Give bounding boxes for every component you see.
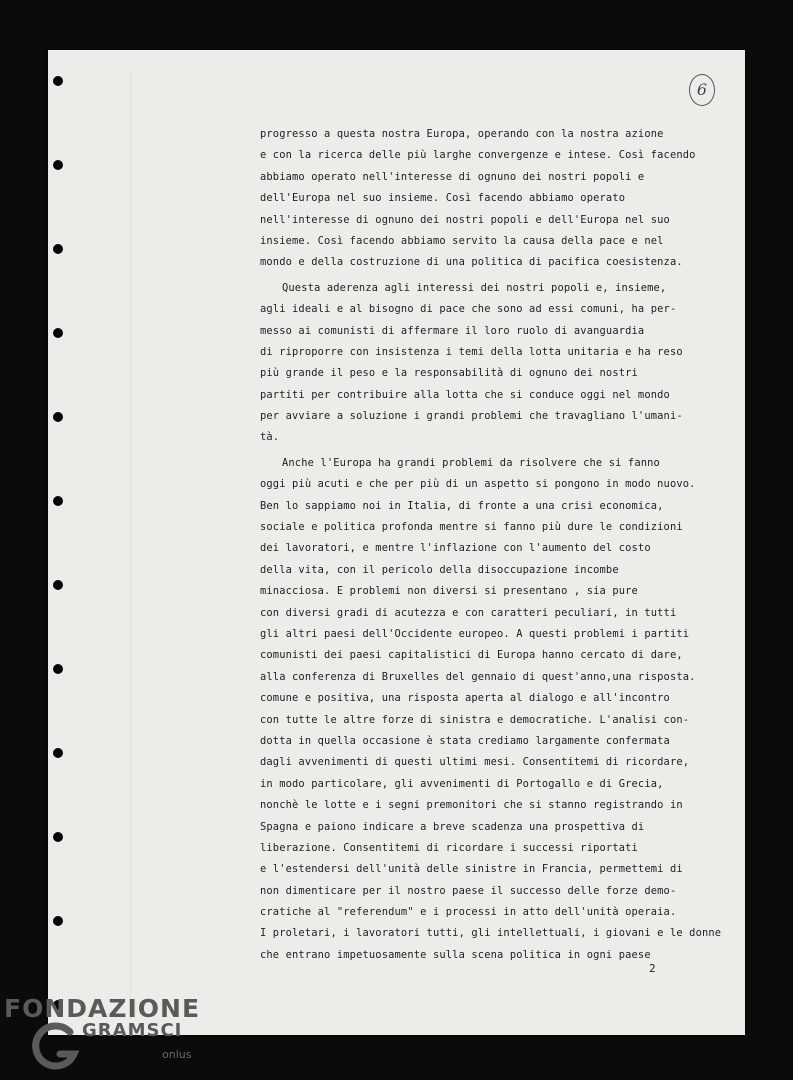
punch-hole (53, 496, 63, 506)
text-line: dei lavoratori, e mentre l'inflazione con l'aumento del costo (260, 542, 651, 555)
watermark-line-3: onlus (162, 1048, 192, 1061)
text-line: della vita, con il pericolo della disoccupazione incombe (260, 563, 619, 576)
text-line: più grande il peso e la responsabilità di ognuno dei nostri (260, 367, 638, 380)
text-line: progresso a questa nostra Europa, operando con la nostra azione (260, 128, 664, 140)
text-line: sociale e politica profonda mentre si fanno più dure le condizioni (260, 521, 683, 534)
typewritten-text (260, 124, 722, 966)
text-line: comune e positiva, una risposta aperta al dialogo e all'incontro (260, 692, 670, 705)
text-line: I proletari, i lavoratori tutti, gli intellettuali, i giovani e le donne (260, 927, 722, 940)
text-line: partiti per contribuire alla lotta che si conduce oggi nel mondo (260, 388, 670, 401)
text-line: tà. (260, 431, 280, 444)
document-page (48, 50, 745, 1035)
text-line: che entrano impetuosamente sulla scena politica in ogni paese (260, 948, 651, 961)
text-line: nonchè le lotte e i segni premonitori che si stanno registrando in (260, 799, 683, 812)
text-line: con tutte le altre forze di sinistra e democratiche. L'analisi con- (260, 713, 690, 726)
text-line: cratiche al "referendum" e i processi in atto dell'unità operaia. (260, 906, 677, 919)
punch-hole (53, 748, 63, 758)
text-line: e con la ricerca delle più larghe convergenze e intese. Così facendo (260, 149, 696, 162)
text-line: mondo e della costruzione di una politica di pacifica coesistenza. (260, 256, 683, 269)
text-line: Ben lo sappiamo noi in Italia, di fronte a una crisi economica, (260, 499, 664, 512)
text-line: oggi più acuti e che per più di un aspetto si pongono in modo nuovo. (260, 478, 696, 491)
punch-hole (53, 244, 63, 254)
punch-hole (53, 664, 63, 674)
text-line: dell'Europa nel suo insieme. Così facendo abbiamo operato (260, 192, 626, 205)
text-line: Questa aderenza agli interessi dei nostri popoli e, insieme, (282, 281, 667, 294)
text-line: comunisti dei paesi capitalistici di Europa hanno cercato di dare, (260, 649, 683, 662)
punch-hole (53, 328, 63, 338)
text-line: nell'interesse di ognuno dei nostri popoli e dell'Europa nel suo (260, 213, 670, 226)
punch-hole (53, 580, 63, 590)
punch-hole (53, 160, 63, 170)
foundation-watermark (0, 990, 260, 1080)
text-line: e l'estendersi dell'unità delle sinistre in Francia, permettemi di (260, 863, 683, 876)
punch-hole (53, 412, 63, 422)
text-line: in modo particolare, gli avvenimenti di Portogallo e di Grecia, (260, 777, 664, 790)
text-line: messo ai comunisti di affermare il loro ruolo di avanguardia (260, 324, 645, 337)
page-number: 2 (649, 962, 656, 975)
text-line: dotta in quella occasione è stata crediamo largamente confermata (260, 734, 670, 747)
text-line: Spagna e paiono indicare a breve scadenza una prospettiva di (260, 820, 645, 833)
punch-hole (53, 832, 63, 842)
text-line: insieme. Così facendo abbiamo servito la causa della pace e nel (260, 234, 664, 247)
text-line: con diversi gradi di acutezza e con caratteri peculiari, in tutti (260, 606, 677, 619)
gramsci-g-logo-icon (30, 1020, 82, 1072)
text-line: minacciosa. E problemi non diversi si presentano , sia pure (260, 585, 638, 598)
text-line: per avviare a soluzione i grandi problemi che travagliano l'umani- (260, 410, 683, 423)
text-line: liberazione. Consentitemi di ricordare i successi riportati (260, 841, 638, 854)
margin-rule (130, 70, 131, 1020)
text-line: dagli avvenimenti di questi ultimi mesi. Consentitemi di ricordare, (260, 756, 690, 769)
watermark-line-1: FONDAZIONE (4, 994, 201, 1023)
text-line: gli altri paesi dell'Occidente europeo. A questi problemi i partiti (260, 627, 690, 640)
text-line: non dimenticare per il nostro paese il successo delle forze demo- (260, 884, 677, 897)
punch-hole (53, 76, 63, 86)
handwritten-page-mark: 6 (689, 74, 715, 106)
text-line: di riproporre con insistenza i temi della lotta unitaria e ha reso (260, 345, 683, 358)
watermark-line-2: GRAMSCI (82, 1020, 183, 1041)
punch-hole (53, 916, 63, 926)
text-line: alla conferenza di Bruxelles del gennaio di quest'anno,una risposta. (260, 670, 696, 683)
text-line: Anche l'Europa ha grandi problemi da risolvere che si fanno (282, 456, 660, 469)
text-line: abbiamo operato nell'interesse di ognuno dei nostri popoli e (260, 170, 645, 183)
text-line: agli ideali e al bisogno di pace che sono ad essi comuni, ha per- (260, 303, 677, 316)
